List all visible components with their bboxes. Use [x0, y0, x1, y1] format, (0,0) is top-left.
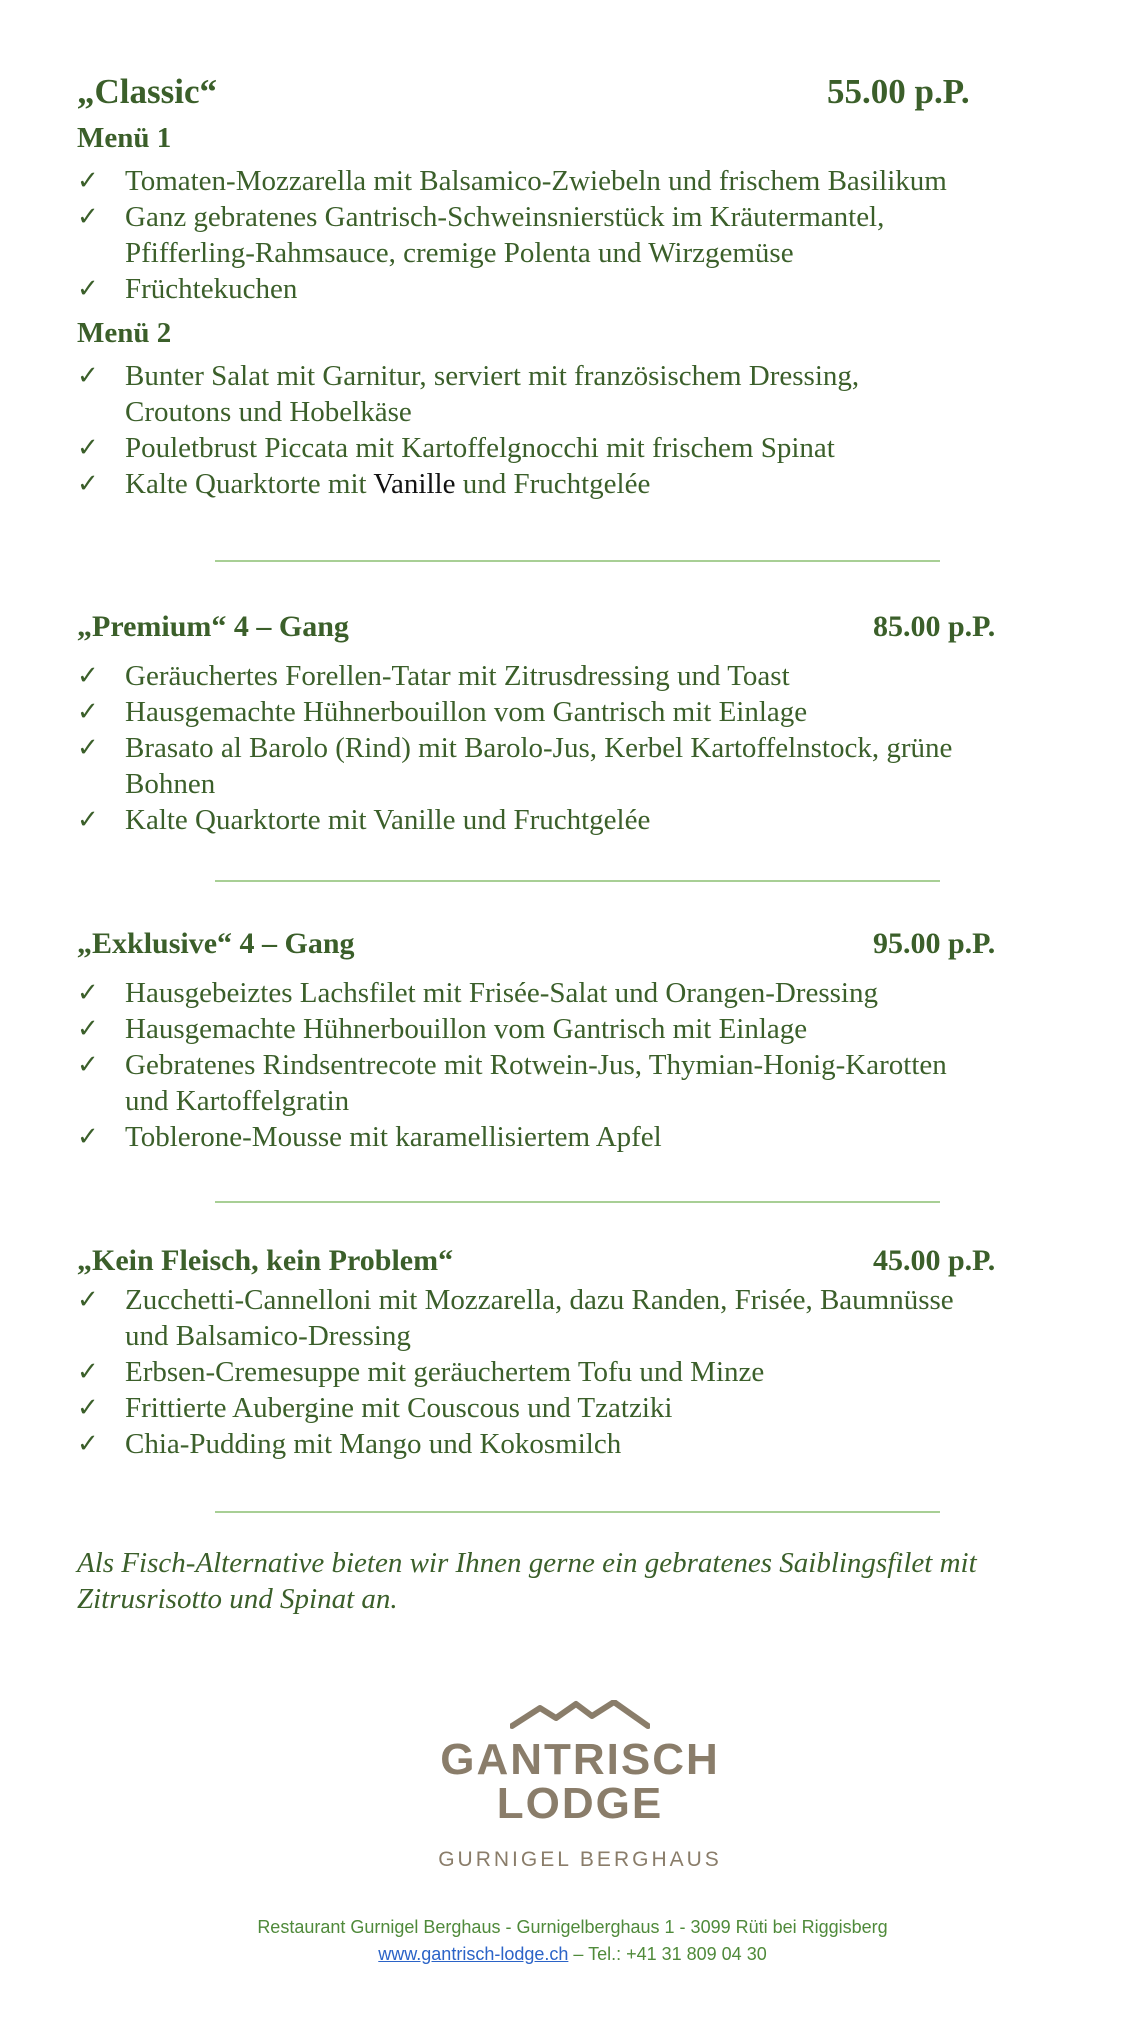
list-item: ✓ Gebratenes Rindsentrecote mit Rotwein-Jus, Thymian-Honig-Karotten	[77, 1049, 947, 1081]
exklusive-title: „Exklusive“ 4 – Gang	[77, 927, 355, 960]
list-item: ✓ Kalte Quarktorte mit Vanille und Fruchtgelée	[77, 804, 651, 836]
list-item: ✓ Hausgemachte Hühnerbouillon vom Gantrisch mit Einlage	[77, 696, 808, 728]
gantrisch-lodge-logo	[420, 1700, 740, 1872]
menu1-heading: Menü 1	[77, 122, 172, 154]
footer-address: Restaurant Gurnigel Berghaus - Gurnigelberghaus 1 - 3099 Rüti bei Riggisberg	[257, 1917, 888, 1937]
check-icon: ✓	[77, 1050, 99, 1079]
list-item-continuation: Pfifferling-Rahmsauce, cremige Polenta und Wirzgemüse	[125, 237, 794, 269]
footer	[0, 1914, 1145, 1968]
check-icon: ✓	[77, 274, 99, 303]
classic-price: 55.00 p.P.	[827, 72, 970, 111]
check-icon: ✓	[77, 1429, 99, 1458]
check-icon: ✓	[77, 805, 99, 834]
exklusive-list	[77, 975, 1077, 1155]
list-item-continuation: und Balsamico-Dressing	[125, 1320, 411, 1352]
check-icon: ✓	[77, 1014, 99, 1043]
vegetarian-price: 45.00 p.P.	[873, 1244, 996, 1277]
check-icon: ✓	[77, 202, 99, 231]
check-icon: ✓	[77, 661, 99, 690]
list-item: ✓ Ganz gebratenes Gantrisch-Schweinsnierstück im Kräutermantel,	[77, 201, 885, 233]
premium-section	[77, 610, 1077, 838]
check-icon: ✓	[77, 433, 99, 462]
vegetarian-section	[77, 1244, 1077, 1462]
list-item: ✓ Hausgebeiztes Lachsfilet mit Frisée-Salat und Orangen-Dressing	[77, 977, 878, 1009]
premium-title: „Premium“ 4 – Gang	[77, 610, 349, 643]
classic-title: „Classic“	[77, 72, 217, 111]
check-icon: ✓	[77, 1393, 99, 1422]
classic-section	[77, 72, 1077, 502]
check-icon: ✓	[77, 469, 99, 498]
list-item: ✓ Geräuchertes Forellen-Tatar mit Zitrusdressing und Toast	[77, 660, 790, 692]
exklusive-price: 95.00 p.P.	[873, 927, 996, 960]
footer-contact	[0, 1941, 1145, 1968]
separator	[215, 1201, 940, 1203]
separator	[215, 1511, 940, 1513]
list-item: ✓ Toblerone-Mousse mit karamellisiertem Apfel	[77, 1121, 662, 1153]
check-icon: ✓	[77, 1357, 99, 1386]
list-item: ✓ Erbsen-Cremesuppe mit geräuchertem Tofu und Minze	[77, 1356, 765, 1388]
logo-text-gantrisch: GANTRISCH	[440, 1735, 720, 1784]
check-icon: ✓	[77, 1122, 99, 1151]
check-icon: ✓	[77, 697, 99, 726]
logo-text-lodge: LODGE	[496, 1779, 664, 1828]
menu2-list	[77, 358, 1077, 502]
list-item: ✓ Hausgemachte Hühnerbouillon vom Gantrisch mit Einlage	[77, 1013, 808, 1045]
list-item-continuation: und Kartoffelgratin	[125, 1085, 350, 1117]
premium-list	[77, 658, 1077, 838]
list-item: ✓ Früchtekuchen	[77, 273, 298, 305]
list-item: ✓ Kalte Quarktorte mit Vanille und Fruchtgelée	[77, 468, 651, 500]
fish-alternative-note: Als Fisch-Alternative bieten wir Ihnen gerne ein gebratenes Saiblingsfilet mit Zitrusrisotto und Spinat an.	[77, 1547, 977, 1615]
check-icon: ✓	[77, 733, 99, 762]
separator	[215, 560, 940, 562]
footer-phone: – Tel.: +41 31 809 04 30	[568, 1944, 767, 1964]
check-icon: ✓	[77, 166, 99, 195]
list-item: ✓ Chia-Pudding mit Mango und Kokosmilch	[77, 1428, 622, 1460]
list-item-continuation: Bohnen	[125, 768, 216, 800]
list-item: ✓ Pouletbrust Piccata mit Kartoffelgnocchi mit frischem Spinat	[77, 432, 835, 464]
list-item: ✓ Tomaten-Mozzarella mit Balsamico-Zwiebeln und frischem Basilikum	[77, 165, 947, 197]
list-item: ✓ Brasato al Barolo (Rind) mit Barolo-Jus, Kerbel Kartoffelnstock, grüne	[77, 732, 953, 764]
list-item: ✓ Bunter Salat mit Garnitur, serviert mit französischem Dressing,	[77, 360, 860, 392]
premium-price: 85.00 p.P.	[873, 610, 996, 643]
logo-text-gurnigel: GURNIGEL BERGHAUS	[438, 1848, 722, 1871]
website-link[interactable]: www.gantrisch-lodge.ch	[378, 1944, 569, 1964]
check-icon: ✓	[77, 1285, 99, 1314]
vegetarian-title: „Kein Fleisch, kein Problem“	[77, 1244, 454, 1277]
menu1-list	[77, 163, 1077, 307]
menu2-heading: Menü 2	[77, 317, 172, 349]
separator	[215, 880, 940, 882]
check-icon: ✓	[77, 978, 99, 1007]
list-item: ✓ Frittierte Aubergine mit Couscous und Tzatziki	[77, 1392, 673, 1424]
list-item-continuation: Croutons und Hobelkäse	[125, 396, 412, 428]
vegetarian-list	[77, 1282, 1077, 1462]
exklusive-section	[77, 927, 1077, 1155]
mountain-logo-icon	[510, 1700, 650, 1730]
check-icon: ✓	[77, 361, 99, 390]
list-item: ✓ Zucchetti-Cannelloni mit Mozzarella, dazu Randen, Frisée, Baumnüsse	[77, 1284, 954, 1316]
